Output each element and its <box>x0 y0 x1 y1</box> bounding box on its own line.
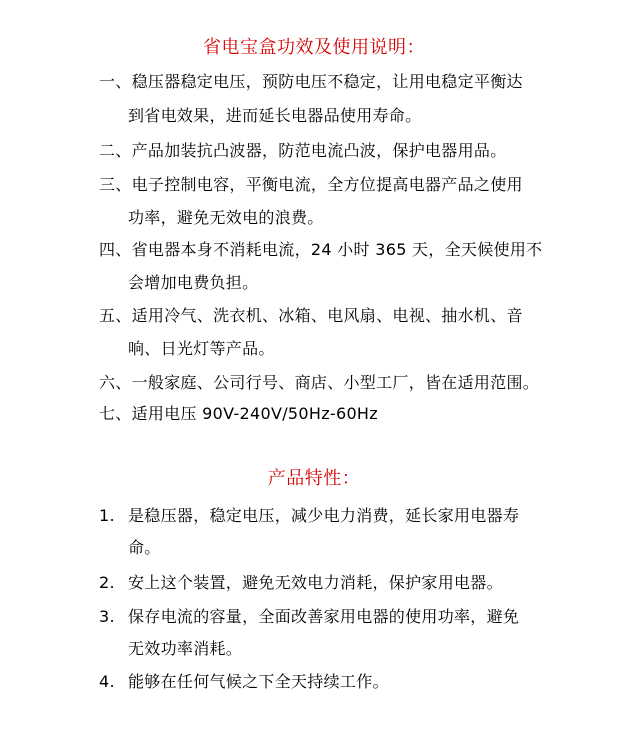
feature-text: 是稳压器，稳定电压，减少电力消费，延长家用电器寿 <box>128 506 520 525</box>
feature-number: 4. <box>99 672 115 691</box>
feature-number: 1. <box>99 506 115 525</box>
heading-instructions: 省电宝盒功效及使用说明： <box>203 37 425 58</box>
instruction-line-4b: 会增加电费负担。 <box>128 273 259 292</box>
instruction-line-1: 一、稳压器稳定电压，预防电压不稳定，让用电稳定平衡达 <box>99 72 523 91</box>
instruction-line-4: 四、省电器本身不消耗电流，24 小时 365 天，全天候使用不 <box>99 240 543 259</box>
heading-features: 产品特性： <box>267 468 361 489</box>
instruction-line-5: 五、适用冷气、洗衣机、冰箱、电风扇、电视、抽水机、音 <box>99 306 523 325</box>
feature-text-continued: 无效功率消耗。 <box>128 639 243 658</box>
instruction-line-1b: 到省电效果，进而延长电器品使用寿命。 <box>128 106 422 125</box>
instruction-line-3: 三、电子控制电容，平衡电流，全方位提高电器产品之使用 <box>99 175 523 194</box>
instruction-line-3b: 功率，避免无效电的浪费。 <box>128 208 324 227</box>
feature-number: 2. <box>99 573 115 592</box>
feature-text: 保存电流的容量，全面改善家用电器的使用功率，避免 <box>128 607 520 626</box>
feature-text: 能够在任何气候之下全天持续工作。 <box>128 672 389 691</box>
instruction-line-7: 七、适用电压 90V-240V/50Hz-60Hz <box>99 404 378 423</box>
feature-number: 3. <box>99 607 115 626</box>
feature-text-continued: 命。 <box>128 538 161 557</box>
instruction-line-6: 六、一般家庭、公司行号、商店、小型工厂，皆在适用范围。 <box>99 373 540 392</box>
instruction-line-5b: 响、日光灯等产品。 <box>128 339 275 358</box>
feature-text: 安上这个装置，避免无效电力消耗，保护家用电器。 <box>128 573 503 592</box>
instruction-line-2: 二、产品加装抗凸波器，防范电流凸波，保护电器用品。 <box>99 141 507 160</box>
